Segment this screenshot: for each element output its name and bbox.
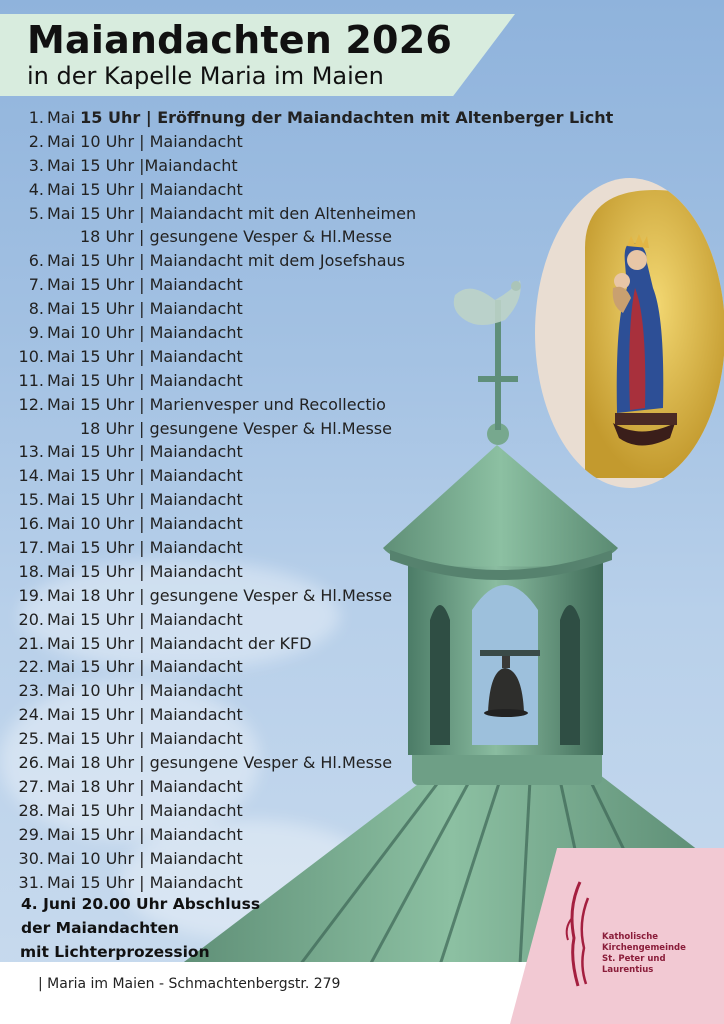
schedule-row xyxy=(0,297,600,321)
church-logo-icon xyxy=(560,878,600,990)
schedule-row xyxy=(0,393,600,417)
event-label: Mai 10 Uhr | Maiandacht xyxy=(47,323,243,343)
schedule-row xyxy=(0,178,600,202)
closing-line: 4. Juni 20.00 Uhr Abschluss xyxy=(21,895,261,913)
event-text xyxy=(47,321,243,345)
event-text xyxy=(47,178,243,202)
day-number: 12. xyxy=(18,394,44,414)
event-text xyxy=(47,560,243,584)
schedule-row xyxy=(0,249,600,273)
parish-name xyxy=(602,932,686,976)
event-text xyxy=(47,655,243,679)
event-label: Mai 10 Uhr | Maiandacht xyxy=(47,131,243,151)
event-text xyxy=(47,823,243,847)
event-label: Mai 18 Uhr | gesungene Vesper & Hl.Messe xyxy=(47,585,393,605)
day-number: 25. xyxy=(18,729,44,749)
event-text xyxy=(80,417,392,441)
schedule-row xyxy=(0,464,600,488)
day-number: 29. xyxy=(18,824,44,844)
event-text xyxy=(47,847,243,871)
day-number: 27. xyxy=(18,776,44,796)
schedule-row xyxy=(0,225,600,249)
day-number: 22. xyxy=(18,657,44,677)
event-text xyxy=(47,512,243,536)
schedule-row xyxy=(0,512,600,536)
schedule-row xyxy=(0,871,600,895)
event-label: Mai 15 Uhr | Maiandacht xyxy=(47,490,243,510)
event-text xyxy=(47,440,243,464)
day-number: 24. xyxy=(18,705,44,725)
closing-line: mit Lichterprozession xyxy=(20,943,210,961)
event-text xyxy=(47,679,243,703)
schedule-row xyxy=(0,273,600,297)
event-text xyxy=(47,488,243,512)
event-text xyxy=(47,106,613,130)
schedule-row xyxy=(0,106,614,130)
event-text xyxy=(47,775,243,799)
day-number: 15. xyxy=(18,490,44,510)
event-label: 18 Uhr | gesungene Vesper & Hl.Messe xyxy=(80,227,392,247)
day-number: 26. xyxy=(18,753,44,773)
event-text xyxy=(47,727,243,751)
event-label: Mai 15 Uhr | Maiandacht xyxy=(47,466,243,486)
event-label: Mai 15 Uhr | Maiandacht mit den Altenheimen xyxy=(47,203,417,223)
page-title: Maiandachten 2026 xyxy=(27,18,452,62)
day-number: 4. xyxy=(28,179,44,199)
event-text xyxy=(47,608,243,632)
event-label: Mai 18 Uhr | Maiandacht xyxy=(47,776,243,796)
event-text xyxy=(47,464,243,488)
event-label: Mai 18 Uhr | gesungene Vesper & Hl.Messe xyxy=(47,753,393,773)
event-label: Mai 10 Uhr | Maiandacht xyxy=(47,848,243,868)
event-label: Mai 15 Uhr | Maiandacht mit dem Josefshaus xyxy=(47,251,405,271)
day-number: 21. xyxy=(18,633,44,653)
event-label: Mai 15 Uhr | Maiandacht xyxy=(47,609,243,629)
schedule-row xyxy=(0,847,600,871)
parish-line: Katholische xyxy=(602,932,659,942)
event-label: Mai xyxy=(47,108,81,127)
schedule-row xyxy=(0,369,600,393)
day-number: 7. xyxy=(28,275,44,295)
event-text xyxy=(47,751,392,775)
day-number: 1. xyxy=(28,108,44,127)
event-text xyxy=(47,297,243,321)
day-number: 11. xyxy=(18,370,44,390)
event-highlight: 15 Uhr | Eröffnung der Maiandachten mit Altenberger Licht xyxy=(80,108,614,127)
event-text xyxy=(47,345,243,369)
day-number: 30. xyxy=(18,848,44,868)
event-text xyxy=(47,871,243,895)
schedule-row xyxy=(0,560,600,584)
schedule-row xyxy=(0,130,600,154)
schedule-row xyxy=(0,823,600,847)
day-number: 18. xyxy=(18,561,44,581)
event-label: Mai 15 Uhr | Marienvesper und Recollectio xyxy=(47,394,386,414)
schedule-row xyxy=(0,584,600,608)
schedule-row xyxy=(0,154,600,178)
event-text xyxy=(47,584,392,608)
schedule-row xyxy=(0,608,600,632)
event-text xyxy=(47,154,238,178)
event-label: Mai 15 Uhr | Maiandacht xyxy=(47,561,243,581)
event-label: Mai 15 Uhr | Maiandacht der KFD xyxy=(47,633,312,653)
event-label: Mai 15 Uhr | Maiandacht xyxy=(47,657,243,677)
event-label: Mai 15 Uhr | Maiandacht xyxy=(47,370,243,390)
event-label: Mai 10 Uhr | Maiandacht xyxy=(47,681,243,701)
day-number: 2. xyxy=(28,131,44,151)
day-number: 19. xyxy=(18,585,44,605)
event-text xyxy=(47,632,312,656)
event-text xyxy=(47,799,243,823)
event-text xyxy=(47,202,416,226)
event-label: Mai 15 Uhr | Maiandacht xyxy=(47,705,243,725)
day-number: 3. xyxy=(28,155,44,175)
parish-line: Laurentius xyxy=(602,965,654,975)
schedule-row xyxy=(0,632,600,656)
event-text xyxy=(47,536,243,560)
parish-line: Kirchengemeinde xyxy=(602,943,686,953)
day-number: 17. xyxy=(18,538,44,558)
schedule-row xyxy=(0,536,600,560)
address-text: | Maria im Maien - Schmachtenbergstr. 279 xyxy=(38,976,341,992)
schedule-list xyxy=(0,106,614,894)
schedule-row xyxy=(0,679,600,703)
schedule-row xyxy=(0,202,600,226)
schedule-row xyxy=(0,703,600,727)
schedule-row xyxy=(0,751,600,775)
day-number: 13. xyxy=(18,442,44,462)
schedule-row xyxy=(0,440,600,464)
day-number: 23. xyxy=(18,681,44,701)
day-number: 5. xyxy=(28,203,44,223)
day-number: 20. xyxy=(18,609,44,629)
event-text xyxy=(80,225,392,249)
day-number: 6. xyxy=(28,251,44,271)
event-label: Mai 15 Uhr | Maiandacht xyxy=(47,872,243,892)
event-label: Mai 15 Uhr |Maiandacht xyxy=(47,155,238,175)
parish-line: St. Peter und xyxy=(602,954,666,964)
schedule-row xyxy=(0,727,600,751)
schedule-row xyxy=(0,488,600,512)
event-text xyxy=(47,273,243,297)
event-label: Mai 15 Uhr | Maiandacht xyxy=(47,346,243,366)
event-label: Mai 15 Uhr | Maiandacht xyxy=(47,275,243,295)
event-label: Mai 15 Uhr | Maiandacht xyxy=(47,800,243,820)
day-number: 8. xyxy=(28,299,44,319)
schedule-row xyxy=(0,417,600,441)
event-text xyxy=(47,703,243,727)
event-label: Mai 15 Uhr | Maiandacht xyxy=(47,729,243,749)
event-text xyxy=(47,369,243,393)
day-number: 28. xyxy=(18,800,44,820)
event-text xyxy=(47,393,386,417)
event-label: Mai 15 Uhr | Maiandacht xyxy=(47,179,243,199)
event-text xyxy=(47,249,405,273)
event-label: Mai 15 Uhr | Maiandacht xyxy=(47,442,243,462)
event-label: Mai 15 Uhr | Maiandacht xyxy=(47,299,243,319)
closing-line: der Maiandachten xyxy=(21,919,180,937)
event-label: Mai 15 Uhr | Maiandacht xyxy=(47,824,243,844)
day-number: 16. xyxy=(18,514,44,534)
day-number: 10. xyxy=(18,346,44,366)
page-subtitle: in der Kapelle Maria im Maien xyxy=(27,62,384,90)
schedule-row xyxy=(0,655,600,679)
schedule-row xyxy=(0,345,600,369)
day-number: 14. xyxy=(18,466,44,486)
schedule-row xyxy=(0,775,600,799)
schedule-row xyxy=(0,321,600,345)
closing-note xyxy=(21,892,260,964)
event-label: 18 Uhr | gesungene Vesper & Hl.Messe xyxy=(80,418,392,438)
event-text xyxy=(47,130,243,154)
schedule-row xyxy=(0,799,600,823)
day-number: 9. xyxy=(28,323,44,343)
event-label: Mai 10 Uhr | Maiandacht xyxy=(47,514,243,534)
day-number: 31. xyxy=(18,872,44,892)
event-label: Mai 15 Uhr | Maiandacht xyxy=(47,538,243,558)
